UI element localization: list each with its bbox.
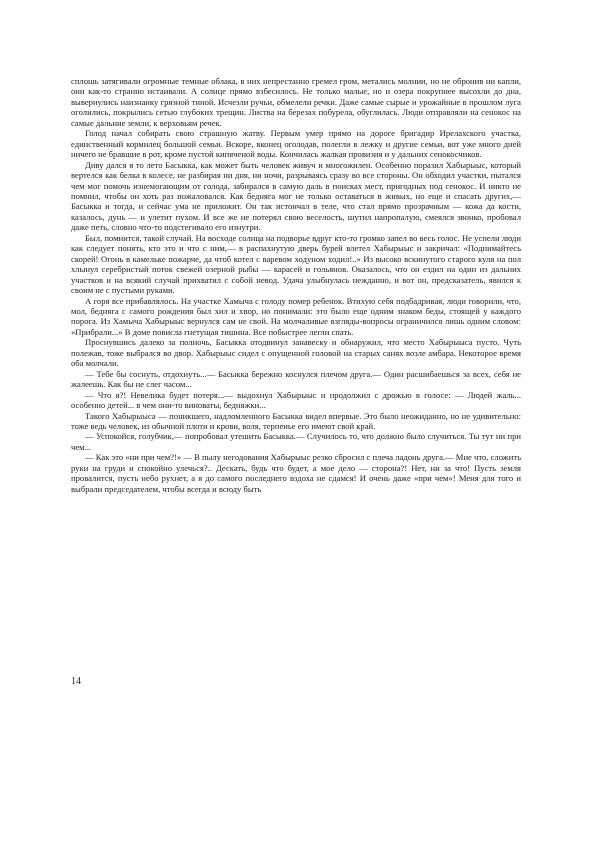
body-text bbox=[71, 76, 521, 494]
paragraph: — Как это «ни при чем?!» — В пылу негодования Хабырыыс резко сбросил с плеча ладонь друга.— Мне что, сложить руки на груди и спокойно улечься?.. Дескать, будь что будет, а мое дело — сторона?! Нет, ни за что! Пусть земля провалится, пусть небо рухнет, а я до самого последнего вздоха не сдамся! И очень даже «при чем»! Меня для того и выбрали председателем, чтобы всегда и всюду быть bbox=[71, 452, 521, 494]
paragraph: сплошь затягивали огромные темные облака, в них непрестанно гремел гром, метались молнии, но не обронив ни капли, они как-то странно истаивали. А солнце прямо взбесилось. Не только малые, но и озера покрупнее высохли до дна, вывернулись наизнанку грязной тиной. Исчезли ручьи, обмелели речки. Даже самые сырые и урожайные в прошлом луга оголились, покрылись сетью глубоких трещин. Листва на березах побурела, обуглилась. Люди отправляли на сенокос на самые дальние земли, к верховьям речек. bbox=[71, 76, 521, 128]
paragraph: — Успокойся, голубчик,— попробовал утешить Басыкка.— Случилось то, что должно было случиться. Ты тут ни при чем... bbox=[71, 431, 521, 452]
paragraph: А горя все прибавлялось. На участке Хамыча с голоду помер ребенок. Втихую себя подбадривая, люди говорили, что, мол, бедняга с самого рождения был хил и хвор, но понимали: это было еще одним знаком беды, стоящей у каждого порога. Из Хамыча Хабырыыс вернулся сам не свой. На молчаливые взгляды-вопросы ограничился лишь одним словом: «Прибрали...» В доме повисла гнетущая тишина. Все побыстрее легли спать. bbox=[71, 295, 521, 337]
paragraph: Проснувшись далеко за полночь, Басыкка отодвинул занавеску и обнаружил, что место Хабырыыса пусто. Чуть полежав, тоже выбрался во двор. Хабырыыс сидел с опущенной головой на старых санях возле амбара. Некоторое время оба молчали. bbox=[71, 337, 521, 369]
paragraph: Диву дался я то лето Басыкка, как может быть человек живуч и многожилен. Особенно поразил Хабырыыс, который вертелся как белка в колесе, не разбирая ни дня, ни ночи, разрываясь сразу во все стороны. Он обходил участки, пытался чем мог помочь изнемогающим от голода, забирался в самую даль в поисках мест, пригодных под сенокос. И никто не помнил, чтобы он хоть раз пожаловался. Как бедняга мог не только оставаться в живых, но еще и спасать других,— Басыкка и тогда, и сейчас ума не приложит. Он так истончал в теле, что стал прямо прозрачным — кожа да кости, казалось, дунь — и улетит пухом. И все же не потерял свою веселость, шутил напропалую, смеялся звонко, пробовал даже петь, словно что-то подстегивало его изнутри. bbox=[71, 159, 521, 233]
page-number: 14 bbox=[71, 676, 81, 687]
paragraph: Был, помнится, такой случай. На восходе солнца на подворье вдруг кто-то громко запел во весь голос. Не успели люди как следует понять, кто это и что с ним,— в распахнутую дверь бурей влетел Хабырыыс и закричал: «Поднимайтесь скорей! Огонь в камельке пожарче, да чтоб котел с варевом ходуном ходил!..» Из высоко вскинутого старого куля на пол хлынул серебристый поток свежей озерной рыбы — карасей и гольянов. Оказалось, что он ездил на один из дальних участков и на всякий случай прихватил с собой невод. Удача улыбнулась нежданно, и вот он, предсказатель, явился к своим не с пустыми руками. bbox=[71, 232, 521, 296]
paragraph: Голод начал собирать свою страшную жатву. Первым умер прямо на дороге бригадир Ирелахского участка, единственный кормилец большой семьи. Вскоре, вконец оголодав, полегли в лежку и другие семьи, вот уже много дней ничего не бравшие в рот, кроме пустой кипяченой воды. Кончилась жалкая провизия и у дальних сенокосчиков. bbox=[71, 128, 521, 160]
paragraph: — Что я?! Невелика будет потеря...— выдохнул Хабырыыс и продолжил с дрожью в голосе: — Людей жаль... особенно детей... в чем они-то виноваты, бедняжки... bbox=[71, 389, 521, 411]
paragraph: — Тебе бы соснуть, отдохнуть...— Басыкка бережно коснулся плечом друга.— Один расшибаешься за всех, себя не жалеешь. Как бы не слег часом... bbox=[71, 368, 521, 390]
paragraph: Такого Хабырыыса — поникшего, надломленного Басыкка видел впервые. Это было неожиданно, но не удивительно: тоже ведь человек, из обычной плоти и крови, воля, терпенье его имеют свой край. bbox=[71, 410, 521, 431]
